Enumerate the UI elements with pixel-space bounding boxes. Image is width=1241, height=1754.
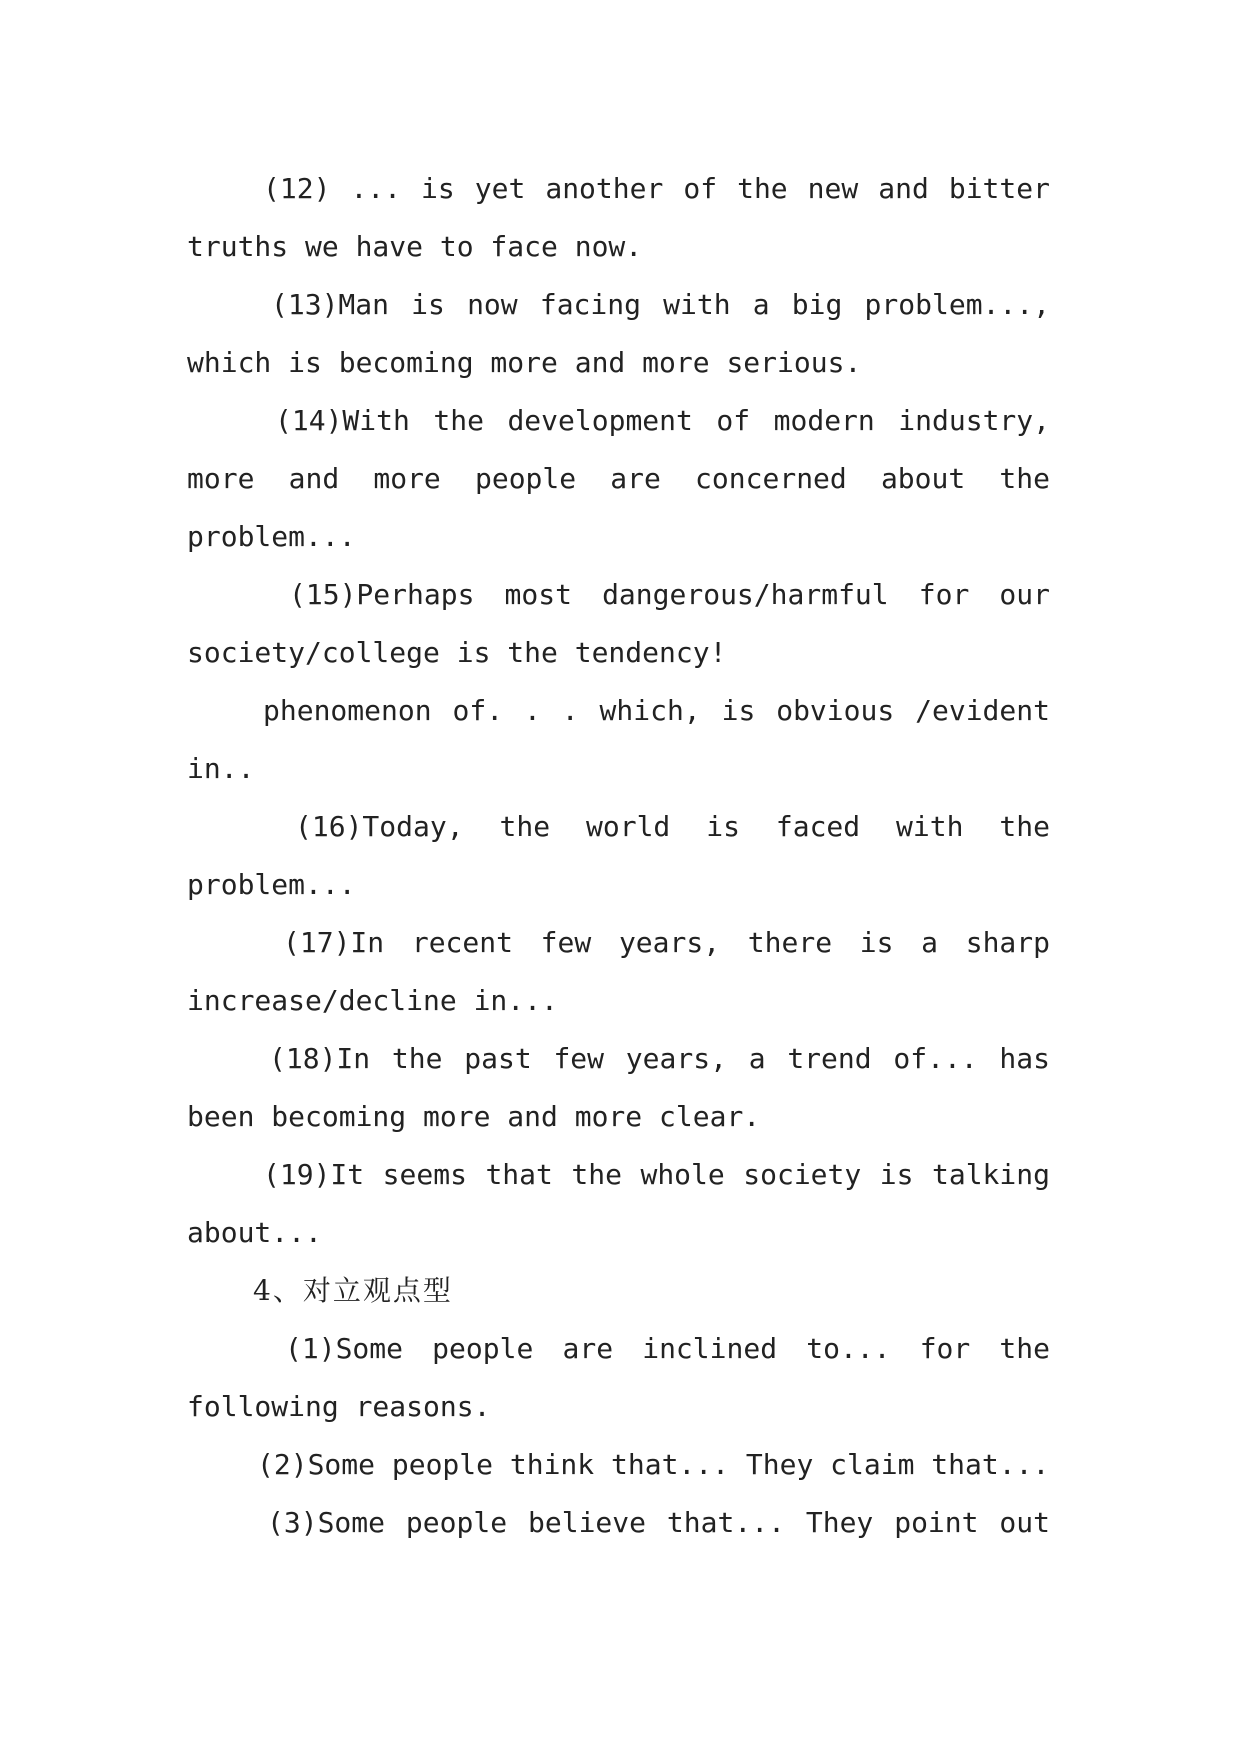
paragraph-16: (16)Today, the world is faced with the problem...	[187, 810, 1050, 901]
paragraph-12: (12) ... is yet another of the new and bitter truths we have to face now.	[187, 172, 1050, 263]
paragraph-18: (18)In the past few years, a trend of... has been becoming more and more clear.	[187, 1042, 1050, 1133]
paragraph-17: (17)In recent few years, there is a sharp increase/decline in...	[187, 926, 1050, 1017]
paragraph-3: (3)Some people believe that... They point out	[267, 1506, 1050, 1539]
section-heading: 4、对立观点型	[253, 1274, 453, 1307]
paragraph-1: (1)Some people are inclined to... for the following reasons.	[187, 1332, 1050, 1423]
paragraph-15: (15)Perhaps most dangerous/harmful for our society/college is the tendency!	[187, 578, 1050, 669]
document-body	[187, 160, 1050, 1552]
paragraph-2: (2)Some people think that... They claim that...	[257, 1448, 1050, 1481]
paragraph-19: (19)It seems that the whole society is talking about...	[187, 1158, 1050, 1249]
paragraph-13: (13)Man is now facing with a big problem..., which is becoming more and more serious.	[187, 288, 1050, 379]
paragraph-phenomenon: phenomenon of. . . which, is obvious /evident in..	[187, 694, 1050, 785]
paragraph-14: (14)With the development of modern industry, more and more people are concerned about the problem...	[187, 404, 1050, 553]
